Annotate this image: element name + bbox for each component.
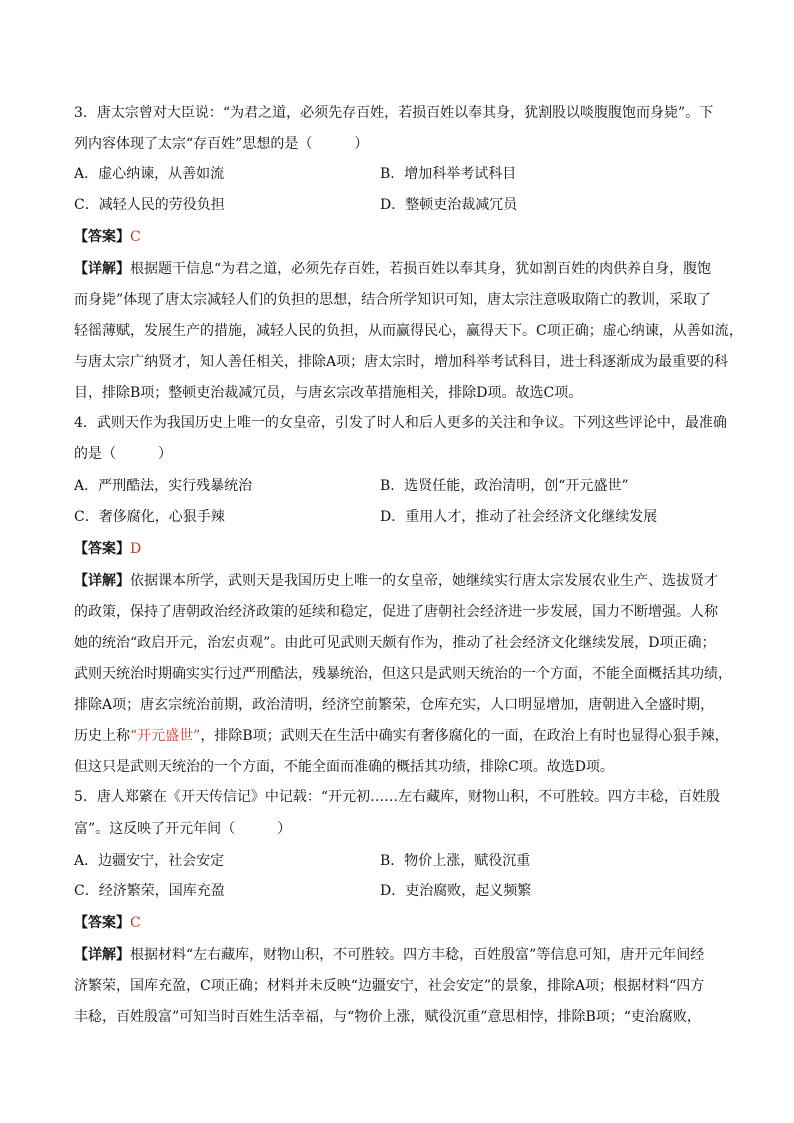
answer-label: 【答案】 [74,915,130,931]
question-stem: 3．唐太宗曾对大臣说：“为君之道，必须先存百姓，若损百姓以奉其身，犹割股以啖腹腹饱而身毙”。下 [74,105,714,121]
detail-line: 轻徭薄赋，发展生产的措施，减轻人民的负担，从而赢得民心，赢得天下。C项正确；虚心纳谏，从善如流， [74,323,743,339]
answer-label: 【答案】 [74,229,130,245]
detail-line: 她的统治“政启开元，治宏贞观”。由此可见武则天颇有作为，推动了社会经济文化继续发展，D项正确； [74,635,716,651]
detail-label: 【详解】 [74,573,130,589]
answer [74,913,141,933]
detail-line: 【详解】依据课本所学，武则天是我国历史上唯一的女皇帝，她继续实行唐太宗发展农业生产、选拔贤才 [74,573,718,589]
option-d: D．吏治腐败，起义频繁 [380,883,532,899]
answer-value: C [130,915,141,931]
answer [74,539,141,559]
option-a: A．虚心纳谏，从善如流 [74,166,225,182]
option-b: B．选贤任能，政治清明，创“开元盛世” [380,478,629,494]
option-d: D．重用人才，推动了社会经济文化继续发展 [380,509,658,525]
detail-label: 【详解】 [74,261,130,277]
detail-line: 目，排除B项；整顿吏治裁减冗员，与唐玄宗改革措施相关，排除D项。故选C项。 [74,385,583,401]
option-b: B．物价上涨，赋役沉重 [380,853,531,869]
detail-line: 【详解】根据题干信息“为君之道，必须先存百姓，若损百姓以奉其身，犹如割百姓的肉供养自身，腹饱 [74,261,712,277]
question-stem: 列内容体现了太宗“存百姓”思想的是（ ） [74,136,369,152]
detail-line: 【详解】根据材料“左右藏库，财物山积，不可胜较。四方丰稔，百姓殷富”等信息可知，唐开元年间经 [74,947,705,963]
option-d: D．整顿吏治裁减冗员 [380,197,518,213]
detail-line: 的政策，保持了唐朝政治经济政策的延续和稳定，促进了唐朝社会经济进一步发展，国力不断增强。人称 [74,604,718,620]
option-c: C．奢侈腐化，心狠手辣 [74,509,225,525]
detail-line: 武则天统治时期确实实行过严刑酷法，残暴统治，但这只是武则天统治的一个方面，不能全面概括其功绩， [74,666,732,682]
option-c: C．经济繁荣，国库充盈 [74,883,225,899]
detail-label: 【详解】 [74,947,130,963]
question-stem: 的是（ ） [74,446,172,462]
answer-value: D [130,541,142,557]
detail-line: 济繁荣，国库充盈，C项正确；材料并未反映“边疆安宁，社会安定”的景象，排除A项；根据材料“四方 [74,978,705,994]
answer-label: 【答案】 [74,541,130,557]
detail-line: 与唐太宗广纳贤才，知人善任相关，排除A项；唐太宗时，增加科举考试科目，进士科逐渐成为最重要的科 [74,354,729,370]
answer [74,227,141,247]
detail-line: 排除A项；唐玄宗统治前期，政治清明，经济空前繁荣，仓库充实，人口明显增加，唐朝进入全盛时期， [74,697,715,713]
question-stem: 富”。这反映了开元年间（ ） [74,821,292,837]
option-c: C．减轻人民的劳役负担 [74,197,225,213]
option-b: B．增加科举考试科目 [380,166,517,182]
answer-value: C [130,229,141,245]
question-stem: 4．武则天作为我国历史上唯一的女皇帝，引发了时人和后人更多的关注和争议。下列这些评论中，最准确 [74,415,727,431]
detail-line: 丰稔，百姓殷富”可知当时百姓生活幸福，与“物价上涨，赋役沉重”意思相悖，排除B项；“吏治腐败， [74,1009,701,1025]
option-a: A．严刑酷法，实行残暴统治 [74,478,253,494]
detail-line: 而身毙”体现了唐太宗减轻人们的负担的思想，结合所学知识可知，唐太宗注意吸取隋亡的教训，采取了 [74,292,712,308]
highlighted-term: “开元盛世” [130,728,201,744]
question-stem: 5．唐人郑綮在《开天传信记》中记载：“开元初……左右藏库，财物山积，不可胜较。四方丰稔，百姓殷 [74,789,721,805]
detail-line: 历史上称“开元盛世”，排除B项；武则天在生活中确实有奢侈腐化的一面，在政治上有时也显得心狠手辣， [74,728,729,744]
option-a: A．边疆安宁，社会安定 [74,853,225,869]
detail-line: 但这只是武则天统治的一个方面，不能全面而准确的概括其功绩，排除C项。故选D项。 [74,759,614,775]
